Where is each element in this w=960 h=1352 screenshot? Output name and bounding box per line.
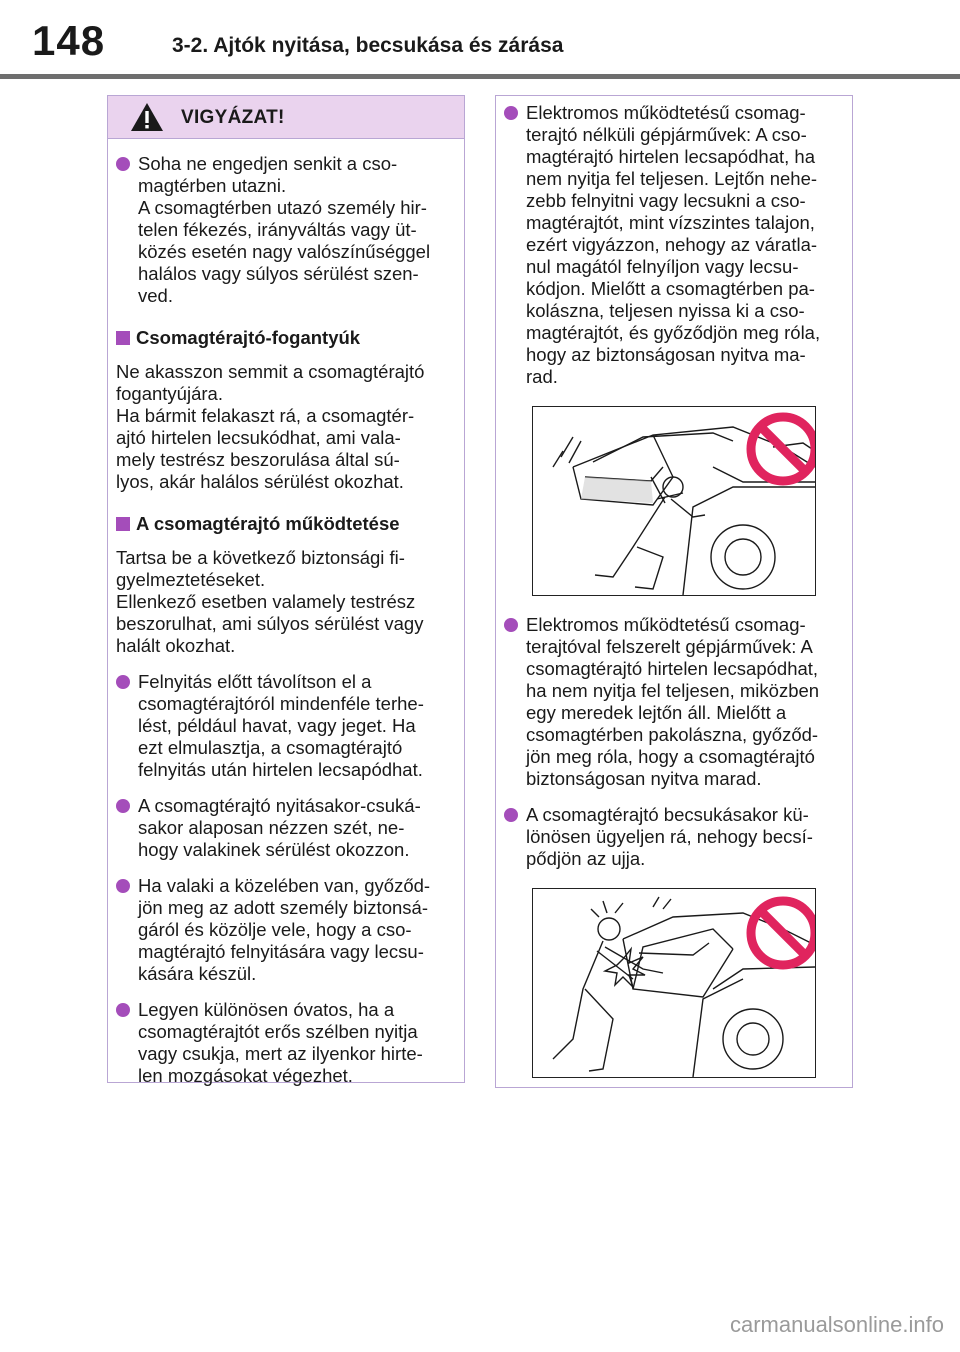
warning-panel-left — [107, 95, 465, 1086]
subheading — [116, 513, 456, 535]
bullet-icon — [504, 808, 518, 822]
header-divider — [0, 74, 960, 79]
watermark: carmanualsonline.info — [729, 1312, 944, 1337]
warning-title: VIGYÁZAT! — [181, 107, 285, 128]
prohibition-icon — [533, 889, 815, 1077]
bullet-icon — [116, 799, 130, 813]
list-item-text: Ha valaki a közelében van, győződ- jön meg az adott személy biztonsá- gáról és közölje vele, hogy a cso- magtérajtó felnyitására vagy lecsu- kására készül. — [138, 875, 431, 984]
list-item-text: A csomagtérajtó nyitásakor-csuká- sakor alaposan nézzen szét, ne- hogy valakinek sérülést okozzon. — [138, 795, 421, 860]
list-item-text: Elektromos működtetésű csomag- terajtó nélküli gépjárművek: A cso- magtérajtó hirtelen lecsapódhat, ha nem nyitja fel teljesen. Lejtőn nehe- zebb felnyitni vagy lecsukni a cso- magtérajtót, mint vízszintes talajon, ezért vigyázzon, nehogy az váratla- nul magától felnyíljon vagy lecsu- kódjon. Mielőtt a csomagtérben pa- kolászna, teljesen nyissa ki a cso- magtérajtót, és győződjön meg róla, hogy az biztonságosan nyitva ma- rad. — [526, 102, 821, 387]
illustration-tailgate-slope — [532, 406, 816, 596]
list-item-text: Legyen különösen óvatos, ha a csomagtérajtót erős szélben nyitja vagy csukja, mert az ilyenkor hirte- len mozgásokat végezhet. — [138, 999, 423, 1086]
list-item — [116, 795, 456, 861]
bullet-icon — [116, 157, 130, 171]
list-item-text: A csomagtérajtó becsukásakor kü- lönösen ügyeljen rá, nehogy becsí- pődjön az ujja. — [526, 804, 813, 869]
list-item-text: Elektromos működtetésű csomag- terajtóval felszerelt gépjárművek: A csomagtérajtó hirtelen lecsapódhat, ha nem nyitja fel teljesen, miközben egy meredek lejtőn áll. Mielőtt a csomagtérben pakolászna, győződ- jön meg róla, hogy a csomagtérajtó biztonságosan nyitva marad. — [526, 614, 820, 789]
list-item-text: Felnyitás előtt távolítson el a csomagtérajtóról mindenféle terhe- lést, például havat, vagy jeget. Ha ezt elmulasztja, a csomagtérajtó felnyitás után hirtelen lecsapódhat. — [138, 671, 424, 780]
list-item — [116, 671, 456, 781]
square-bullet-icon — [116, 331, 130, 345]
list-item — [504, 102, 844, 388]
warning-panel-right — [495, 95, 853, 1088]
list-item — [504, 804, 844, 870]
page-number: 148 — [32, 17, 106, 64]
prohibition-icon — [533, 407, 815, 595]
paragraph: Tartsa be a következő biztonsági fi- gyelmeztetéseket. Ellenkező esetben valamely testrész beszorulhat, ami súlyos sérülést vagy halált okozhat. — [116, 547, 424, 656]
bullet-icon — [504, 106, 518, 120]
list-item-text: Soha ne engedjen senkit a cso- magtérben utazni. A csomagtérben utazó személy hir- telen fékezés, irányváltás vagy üt- közés esetén nagy valószínűséggel halálos vagy súlyos sérülést szen- ved. — [138, 153, 431, 306]
bullet-icon — [504, 618, 518, 632]
warning-header — [108, 96, 464, 139]
subheading-text: Csomagtérajtó-fogantyúk — [136, 327, 361, 348]
bullet-icon — [116, 675, 130, 689]
list-item — [116, 153, 456, 307]
square-bullet-icon — [116, 517, 130, 531]
illustration-finger-pinch — [532, 888, 816, 1078]
paragraph: Ne akasszon semmit a csomagtérajtó fogantyújára. Ha bármit felakaszt rá, a csomagtér- ajtó hirtelen lecsukódhat, ami vala- mely testrész beszorulása által sú- lyos, akár halálos sérülést okozhat. — [116, 361, 425, 492]
section-title: 3-2. Ajtók nyitása, becsukása és zárása — [172, 34, 564, 57]
subheading — [116, 327, 456, 349]
list-item — [116, 875, 456, 985]
subheading-text: A csomagtérajtó működtetése — [136, 513, 400, 534]
bullet-icon — [116, 1003, 130, 1017]
list-item — [116, 999, 456, 1087]
warning-triangle-icon — [130, 102, 164, 132]
bullet-icon — [116, 879, 130, 893]
list-item — [504, 614, 844, 790]
